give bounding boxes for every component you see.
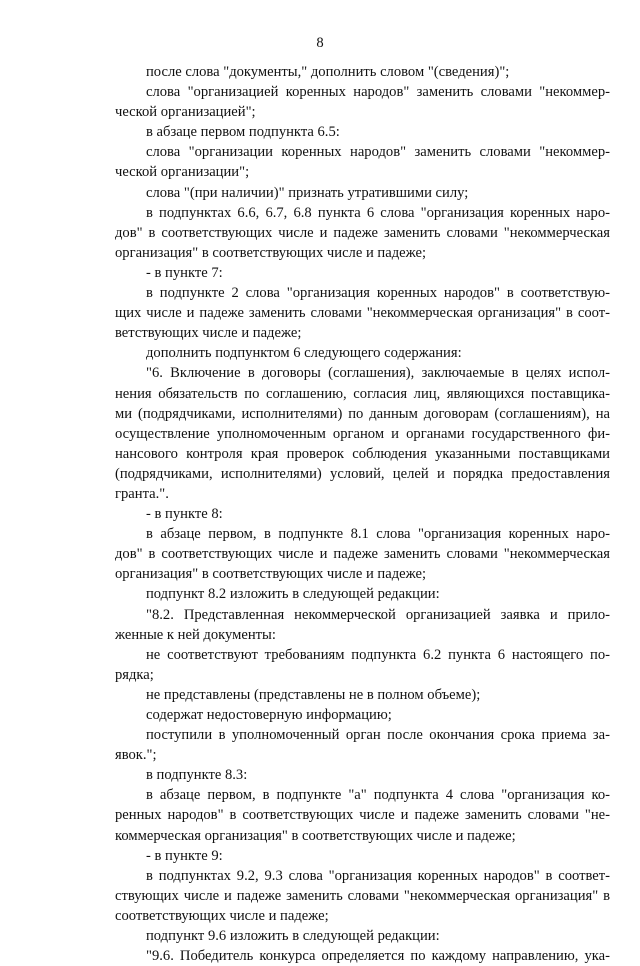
text-line: явок."; xyxy=(115,747,157,764)
text-line: дов" в соответствующих числе и падеже заменить словами "некоммерческая xyxy=(115,224,610,241)
text-line: ческой организации"; xyxy=(115,164,250,181)
text-line: нения обязательств по соглашению, согласия лиц, являющихся поставщика- xyxy=(115,385,610,402)
text-line: ческой организацией"; xyxy=(115,104,256,121)
text-line: в подпункте 8.3: xyxy=(146,767,248,784)
text-line: в абзаце первом, в подпункте 8.1 слова "организация коренных наро- xyxy=(146,526,610,543)
text-line: не представлены (представлены не в полном объеме); xyxy=(146,686,481,703)
text-line: в абзаце первом, в подпункте "а" подпункта 4 слова "организация ко- xyxy=(146,787,610,804)
text-line: рядка; xyxy=(115,666,154,683)
text-line: - в пункте 9: xyxy=(146,847,223,864)
text-line: ствующих числе и падеже заменить словами "некоммерческая организация" в xyxy=(115,887,610,904)
text-line: "8.2. Представленная некоммерческой организацией заявка и прило- xyxy=(146,606,610,623)
text-line: коммерческая организация" в соответствующих числе и падеже; xyxy=(115,827,516,844)
text-line: дов" в соответствующих числе и падеже заменить словами "некоммерческая xyxy=(115,546,610,563)
text-line: организация" в соответствующих числе и падеже; xyxy=(115,566,427,583)
text-line: "6. Включение в договоры (соглашения), заключаемые в целях испол- xyxy=(146,365,610,382)
text-line: нансового контроля края проверок соблюдения указанными поставщиками xyxy=(115,445,610,462)
text-line: "9.6. Победитель конкурса определяется по каждому направлению, ука- xyxy=(146,948,610,965)
text-line: слова "(при наличии)" признать утратившими силу; xyxy=(146,184,469,201)
text-line: организация" в соответствующих числе и падеже; xyxy=(115,244,427,261)
text-line: осуществление уполномоченным органом и органами государственного фи- xyxy=(115,425,610,442)
text-line: ветствующих числе и падеже; xyxy=(115,325,302,342)
text-line: в подпунктах 6.6, 6.7, 6.8 пункта 6 слова "организация коренных наро- xyxy=(146,204,610,221)
text-line: гранта.". xyxy=(115,485,169,502)
text-line: слова "организацией коренных народов" заменить словами "некоммер- xyxy=(146,84,610,101)
text-line: поступили в уполномоченный орган после окончания срока приема за- xyxy=(146,727,610,744)
text-line: ренных народов" в соответствующих числе и падеже заменить словами "не- xyxy=(115,807,610,824)
text-line: подпункт 8.2 изложить в следующей редакции: xyxy=(146,586,440,603)
text-line: - в пункте 8: xyxy=(146,506,223,523)
text-line: щих числе и падеже заменить словами "некоммерческая организация" в соот- xyxy=(115,305,610,322)
text-line: в подпункте 2 слова "организация коренных народов" в соответствую- xyxy=(146,285,610,302)
text-line: в подпунктах 9.2, 9.3 слова "организация коренных народов" в соответ- xyxy=(146,867,610,884)
text-line: не соответствуют требованиям подпункта 6.2 пункта 6 настоящего по- xyxy=(146,646,610,663)
text-line: после слова "документы," дополнить словом "(сведения)"; xyxy=(146,64,510,80)
text-line: содержат недостоверную информацию; xyxy=(146,707,392,723)
text-line: слова "организации коренных народов" заменить словами "некоммер- xyxy=(146,144,610,161)
text-line: (подрядчиками, исполнителями) условий, целей и порядка предоставления xyxy=(115,465,610,482)
text-line: ми (подрядчиками, исполнителями) по данным договорам (соглашениям), на xyxy=(115,405,610,422)
page-number: 8 xyxy=(316,35,324,51)
text-line: - в пункте 7: xyxy=(146,264,223,281)
document-body xyxy=(115,62,610,966)
text-line: женные к ней документы: xyxy=(115,626,276,643)
text-line: дополнить подпунктом 6 следующего содержания: xyxy=(146,345,462,362)
text-line: в абзаце первом подпункта 6.5: xyxy=(146,124,340,141)
text-line: соответствующих числе и падеже; xyxy=(115,907,329,924)
text-line: подпункт 9.6 изложить в следующей редакции: xyxy=(146,928,440,945)
